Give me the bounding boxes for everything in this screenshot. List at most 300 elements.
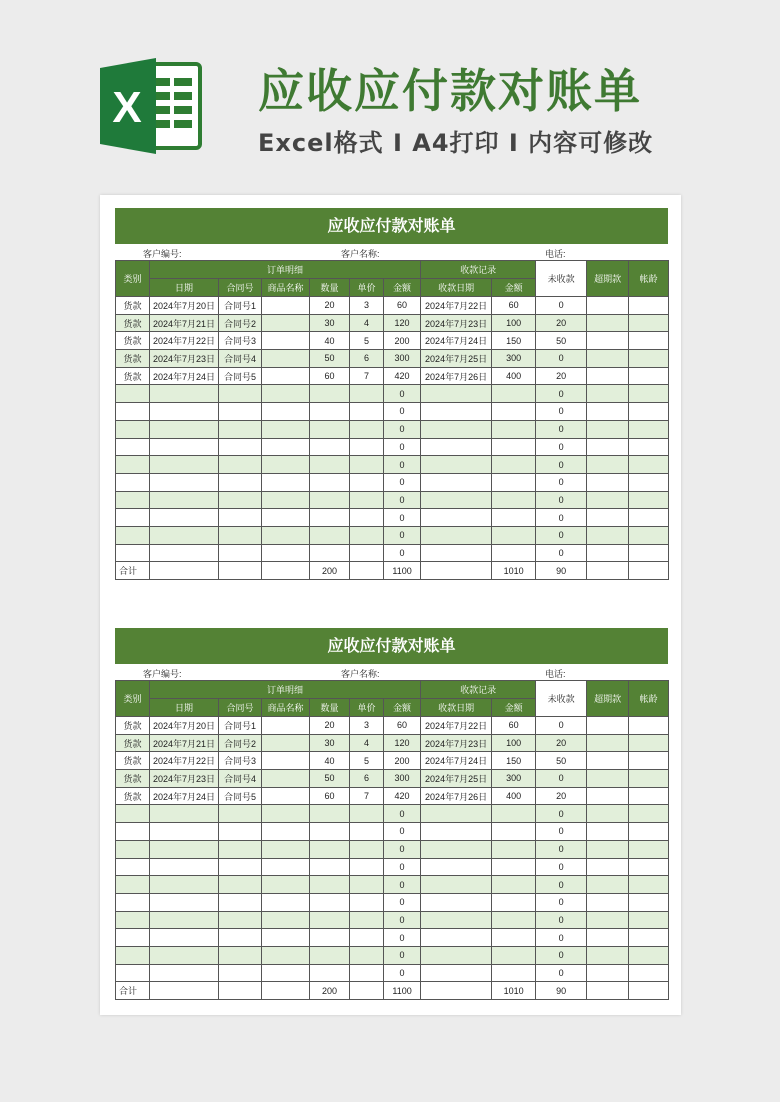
cell-receipt-date[interactable]: 2024年7月25日 [421,770,492,788]
cell-contract[interactable] [219,420,262,438]
cell-overdue[interactable] [587,403,629,421]
cell-amount[interactable]: 0 [384,876,421,894]
cell-overdue[interactable] [587,840,629,858]
cell-date[interactable] [150,982,219,1000]
cell-receipt-amount[interactable] [492,438,536,456]
cell-category[interactable] [116,858,150,876]
cell-category[interactable]: 货款 [116,367,150,385]
cell-unpaid[interactable]: 0 [536,858,587,876]
cell-overdue[interactable] [587,297,629,315]
cell-date[interactable] [150,509,219,527]
cell-category[interactable] [116,509,150,527]
cell-qty[interactable]: 30 [310,734,350,752]
cell-contract[interactable]: 合同号5 [219,367,262,385]
cell-receipt-date[interactable] [421,946,492,964]
cell-date[interactable] [150,526,219,544]
cell-product[interactable] [262,367,310,385]
cell-date[interactable] [150,456,219,474]
cell-receipt-date[interactable] [421,403,492,421]
cell-qty[interactable] [310,420,350,438]
cell-receipt-date[interactable] [421,893,492,911]
cell-product[interactable] [262,734,310,752]
cell-receipt-date[interactable] [421,491,492,509]
cell-aging[interactable] [629,297,669,315]
cell-product[interactable] [262,752,310,770]
cell-price[interactable]: 7 [350,367,384,385]
cell-amount[interactable]: 0 [384,544,421,562]
cell-date[interactable]: 2024年7月21日 [150,314,219,332]
cell-qty[interactable] [310,823,350,841]
cell-date[interactable]: 2024年7月24日 [150,367,219,385]
cell-amount[interactable]: 0 [384,456,421,474]
cell-price[interactable] [350,911,384,929]
cell-date[interactable]: 2024年7月23日 [150,770,219,788]
cell-unpaid[interactable]: 0 [536,840,587,858]
cell-price[interactable] [350,420,384,438]
cell-unpaid[interactable]: 0 [536,509,587,527]
cell-category[interactable]: 货款 [116,770,150,788]
cell-price[interactable] [350,473,384,491]
cell-price[interactable] [350,526,384,544]
cell-receipt-amount[interactable] [492,840,536,858]
cell-qty[interactable]: 20 [310,297,350,315]
cell-aging[interactable] [629,840,669,858]
cell-receipt-amount[interactable]: 60 [492,297,536,315]
cell-date[interactable] [150,823,219,841]
cell-amount[interactable]: 0 [384,509,421,527]
cell-product[interactable] [262,350,310,368]
cell-price[interactable] [350,893,384,911]
cell-aging[interactable] [629,929,669,947]
cell-date[interactable]: 2024年7月20日 [150,297,219,315]
cell-product[interactable] [262,982,310,1000]
cell-aging[interactable] [629,893,669,911]
cell-receipt-amount[interactable] [492,946,536,964]
cell-category[interactable]: 合计 [116,562,150,580]
cell-overdue[interactable] [587,734,629,752]
cell-qty[interactable] [310,876,350,894]
cell-aging[interactable] [629,946,669,964]
cell-receipt-date[interactable] [421,385,492,403]
cell-receipt-date[interactable] [421,911,492,929]
cell-unpaid[interactable]: 0 [536,893,587,911]
cell-unpaid[interactable]: 0 [536,964,587,982]
cell-receipt-date[interactable] [421,805,492,823]
cell-unpaid[interactable]: 0 [536,770,587,788]
cell-receipt-amount[interactable] [492,823,536,841]
cell-date[interactable] [150,964,219,982]
cell-product[interactable] [262,562,310,580]
cell-category[interactable] [116,438,150,456]
cell-category[interactable] [116,403,150,421]
cell-unpaid[interactable]: 0 [536,385,587,403]
cell-price[interactable]: 6 [350,350,384,368]
cell-price[interactable] [350,562,384,580]
cell-product[interactable] [262,964,310,982]
cell-date[interactable] [150,438,219,456]
cell-product[interactable] [262,491,310,509]
cell-contract[interactable] [219,403,262,421]
cell-qty[interactable] [310,893,350,911]
cell-aging[interactable] [629,385,669,403]
cell-product[interactable] [262,805,310,823]
cell-contract[interactable] [219,858,262,876]
cell-overdue[interactable] [587,526,629,544]
cell-product[interactable] [262,823,310,841]
cell-unpaid[interactable]: 0 [536,946,587,964]
cell-price[interactable] [350,509,384,527]
cell-amount[interactable]: 0 [384,438,421,456]
cell-unpaid[interactable]: 0 [536,350,587,368]
cell-contract[interactable] [219,929,262,947]
cell-date[interactable] [150,805,219,823]
cell-receipt-amount[interactable] [492,893,536,911]
cell-receipt-date[interactable] [421,840,492,858]
cell-unpaid[interactable]: 0 [536,876,587,894]
cell-category[interactable] [116,420,150,438]
cell-qty[interactable]: 20 [310,717,350,735]
cell-unpaid[interactable]: 0 [536,491,587,509]
cell-date[interactable] [150,385,219,403]
cell-receipt-amount[interactable] [492,805,536,823]
cell-aging[interactable] [629,717,669,735]
cell-amount[interactable]: 120 [384,734,421,752]
cell-aging[interactable] [629,473,669,491]
cell-contract[interactable] [219,964,262,982]
cell-qty[interactable] [310,509,350,527]
cell-price[interactable] [350,929,384,947]
cell-amount[interactable]: 0 [384,420,421,438]
cell-overdue[interactable] [587,332,629,350]
cell-receipt-date[interactable] [421,964,492,982]
cell-contract[interactable] [219,526,262,544]
cell-receipt-date[interactable]: 2024年7月26日 [421,787,492,805]
cell-qty[interactable]: 50 [310,350,350,368]
cell-receipt-amount[interactable]: 400 [492,367,536,385]
cell-product[interactable] [262,420,310,438]
cell-amount[interactable]: 1100 [384,562,421,580]
cell-unpaid[interactable]: 0 [536,420,587,438]
cell-price[interactable] [350,438,384,456]
cell-contract[interactable]: 合同号2 [219,314,262,332]
cell-unpaid[interactable]: 50 [536,332,587,350]
cell-category[interactable] [116,946,150,964]
cell-receipt-amount[interactable] [492,456,536,474]
cell-price[interactable] [350,876,384,894]
cell-contract[interactable] [219,911,262,929]
cell-product[interactable] [262,787,310,805]
cell-product[interactable] [262,385,310,403]
cell-receipt-date[interactable] [421,526,492,544]
cell-overdue[interactable] [587,929,629,947]
cell-product[interactable] [262,876,310,894]
cell-receipt-amount[interactable] [492,403,536,421]
cell-aging[interactable] [629,526,669,544]
cell-product[interactable] [262,717,310,735]
cell-overdue[interactable] [587,946,629,964]
cell-qty[interactable]: 30 [310,314,350,332]
cell-aging[interactable] [629,350,669,368]
cell-price[interactable] [350,840,384,858]
cell-receipt-amount[interactable]: 300 [492,770,536,788]
cell-overdue[interactable] [587,509,629,527]
cell-contract[interactable] [219,840,262,858]
cell-unpaid[interactable]: 0 [536,544,587,562]
cell-date[interactable] [150,893,219,911]
cell-date[interactable] [150,840,219,858]
cell-contract[interactable] [219,509,262,527]
cell-contract[interactable] [219,876,262,894]
cell-price[interactable]: 4 [350,734,384,752]
cell-product[interactable] [262,840,310,858]
cell-date[interactable] [150,858,219,876]
cell-date[interactable]: 2024年7月22日 [150,752,219,770]
cell-price[interactable]: 5 [350,752,384,770]
cell-contract[interactable]: 合同号5 [219,787,262,805]
cell-price[interactable]: 4 [350,314,384,332]
cell-category[interactable] [116,456,150,474]
cell-overdue[interactable] [587,350,629,368]
cell-contract[interactable] [219,893,262,911]
cell-aging[interactable] [629,367,669,385]
cell-receipt-amount[interactable] [492,385,536,403]
cell-amount[interactable]: 200 [384,332,421,350]
cell-aging[interactable] [629,982,669,1000]
cell-overdue[interactable] [587,893,629,911]
cell-price[interactable] [350,964,384,982]
cell-receipt-amount[interactable] [492,929,536,947]
cell-overdue[interactable] [587,491,629,509]
cell-overdue[interactable] [587,562,629,580]
cell-overdue[interactable] [587,544,629,562]
cell-category[interactable] [116,526,150,544]
cell-unpaid[interactable]: 0 [536,473,587,491]
cell-qty[interactable] [310,526,350,544]
cell-receipt-date[interactable] [421,438,492,456]
cell-receipt-amount[interactable]: 400 [492,787,536,805]
cell-unpaid[interactable]: 0 [536,456,587,474]
cell-aging[interactable] [629,876,669,894]
cell-contract[interactable]: 合同号1 [219,297,262,315]
cell-overdue[interactable] [587,770,629,788]
cell-contract[interactable] [219,473,262,491]
cell-receipt-amount[interactable]: 150 [492,752,536,770]
cell-overdue[interactable] [587,858,629,876]
cell-overdue[interactable] [587,473,629,491]
cell-receipt-amount[interactable] [492,526,536,544]
cell-category[interactable]: 货款 [116,314,150,332]
cell-unpaid[interactable]: 90 [536,562,587,580]
cell-price[interactable] [350,946,384,964]
cell-category[interactable]: 货款 [116,717,150,735]
cell-aging[interactable] [629,491,669,509]
cell-qty[interactable] [310,964,350,982]
cell-qty[interactable]: 60 [310,787,350,805]
cell-unpaid[interactable]: 20 [536,734,587,752]
cell-date[interactable] [150,911,219,929]
cell-unpaid[interactable]: 0 [536,403,587,421]
cell-price[interactable] [350,491,384,509]
cell-receipt-date[interactable]: 2024年7月24日 [421,332,492,350]
cell-aging[interactable] [629,787,669,805]
cell-product[interactable] [262,509,310,527]
cell-overdue[interactable] [587,717,629,735]
cell-amount[interactable]: 0 [384,526,421,544]
cell-unpaid[interactable]: 0 [536,297,587,315]
cell-category[interactable]: 货款 [116,350,150,368]
cell-price[interactable] [350,456,384,474]
cell-price[interactable] [350,823,384,841]
cell-product[interactable] [262,438,310,456]
cell-unpaid[interactable]: 0 [536,717,587,735]
cell-aging[interactable] [629,438,669,456]
cell-date[interactable] [150,544,219,562]
cell-product[interactable] [262,473,310,491]
cell-overdue[interactable] [587,982,629,1000]
cell-product[interactable] [262,911,310,929]
cell-amount[interactable]: 0 [384,840,421,858]
cell-receipt-amount[interactable]: 100 [492,734,536,752]
cell-receipt-date[interactable] [421,544,492,562]
cell-receipt-amount[interactable] [492,876,536,894]
cell-overdue[interactable] [587,911,629,929]
cell-receipt-date[interactable] [421,982,492,1000]
cell-unpaid[interactable]: 20 [536,367,587,385]
cell-date[interactable] [150,946,219,964]
cell-amount[interactable]: 200 [384,752,421,770]
cell-receipt-date[interactable]: 2024年7月22日 [421,717,492,735]
cell-qty[interactable] [310,403,350,421]
cell-product[interactable] [262,297,310,315]
cell-category[interactable]: 货款 [116,332,150,350]
cell-qty[interactable] [310,473,350,491]
cell-amount[interactable]: 1100 [384,982,421,1000]
cell-amount[interactable]: 0 [384,946,421,964]
cell-category[interactable] [116,876,150,894]
cell-receipt-amount[interactable]: 1010 [492,982,536,1000]
cell-aging[interactable] [629,752,669,770]
cell-contract[interactable]: 合同号4 [219,770,262,788]
cell-amount[interactable]: 0 [384,858,421,876]
cell-receipt-amount[interactable]: 1010 [492,562,536,580]
cell-product[interactable] [262,314,310,332]
cell-receipt-date[interactable]: 2024年7月23日 [421,314,492,332]
cell-date[interactable] [150,876,219,894]
cell-qty[interactable] [310,911,350,929]
cell-qty[interactable] [310,385,350,403]
cell-overdue[interactable] [587,823,629,841]
cell-category[interactable] [116,911,150,929]
cell-overdue[interactable] [587,367,629,385]
cell-receipt-date[interactable] [421,456,492,474]
cell-receipt-amount[interactable]: 150 [492,332,536,350]
cell-unpaid[interactable]: 0 [536,911,587,929]
cell-receipt-amount[interactable] [492,509,536,527]
cell-aging[interactable] [629,403,669,421]
cell-date[interactable]: 2024年7月20日 [150,717,219,735]
cell-aging[interactable] [629,823,669,841]
cell-qty[interactable]: 40 [310,332,350,350]
cell-amount[interactable]: 120 [384,314,421,332]
cell-qty[interactable] [310,456,350,474]
cell-price[interactable] [350,982,384,1000]
cell-contract[interactable] [219,456,262,474]
cell-aging[interactable] [629,314,669,332]
cell-contract[interactable] [219,982,262,1000]
cell-category[interactable] [116,473,150,491]
cell-aging[interactable] [629,420,669,438]
cell-unpaid[interactable]: 0 [536,526,587,544]
cell-contract[interactable] [219,823,262,841]
cell-unpaid[interactable]: 0 [536,805,587,823]
cell-qty[interactable] [310,491,350,509]
cell-price[interactable]: 5 [350,332,384,350]
cell-date[interactable]: 2024年7月24日 [150,787,219,805]
cell-contract[interactable]: 合同号1 [219,717,262,735]
cell-aging[interactable] [629,805,669,823]
cell-category[interactable]: 货款 [116,752,150,770]
cell-unpaid[interactable]: 0 [536,438,587,456]
cell-aging[interactable] [629,964,669,982]
cell-receipt-amount[interactable]: 100 [492,314,536,332]
cell-receipt-date[interactable]: 2024年7月26日 [421,367,492,385]
cell-qty[interactable] [310,840,350,858]
cell-qty[interactable] [310,438,350,456]
cell-receipt-amount[interactable] [492,858,536,876]
cell-qty[interactable] [310,805,350,823]
cell-receipt-date[interactable] [421,509,492,527]
cell-overdue[interactable] [587,787,629,805]
cell-product[interactable] [262,332,310,350]
cell-price[interactable]: 6 [350,770,384,788]
cell-overdue[interactable] [587,805,629,823]
cell-receipt-date[interactable]: 2024年7月25日 [421,350,492,368]
cell-unpaid[interactable]: 0 [536,823,587,841]
cell-date[interactable]: 2024年7月21日 [150,734,219,752]
cell-overdue[interactable] [587,456,629,474]
cell-contract[interactable] [219,385,262,403]
cell-category[interactable] [116,893,150,911]
cell-product[interactable] [262,893,310,911]
cell-category[interactable]: 货款 [116,787,150,805]
cell-contract[interactable]: 合同号3 [219,752,262,770]
cell-contract[interactable]: 合同号3 [219,332,262,350]
cell-aging[interactable] [629,332,669,350]
cell-receipt-amount[interactable] [492,911,536,929]
cell-amount[interactable]: 0 [384,929,421,947]
cell-receipt-date[interactable] [421,876,492,894]
cell-price[interactable] [350,403,384,421]
cell-amount[interactable]: 0 [384,805,421,823]
cell-receipt-date[interactable] [421,929,492,947]
cell-amount[interactable]: 60 [384,717,421,735]
cell-qty[interactable] [310,544,350,562]
cell-receipt-date[interactable]: 2024年7月24日 [421,752,492,770]
cell-date[interactable] [150,473,219,491]
cell-contract[interactable] [219,544,262,562]
cell-receipt-amount[interactable] [492,420,536,438]
cell-product[interactable] [262,929,310,947]
cell-qty[interactable] [310,929,350,947]
cell-receipt-date[interactable] [421,473,492,491]
cell-amount[interactable]: 0 [384,385,421,403]
cell-price[interactable] [350,805,384,823]
cell-category[interactable]: 货款 [116,297,150,315]
cell-price[interactable]: 3 [350,717,384,735]
cell-price[interactable] [350,385,384,403]
cell-unpaid[interactable]: 20 [536,787,587,805]
cell-price[interactable]: 7 [350,787,384,805]
